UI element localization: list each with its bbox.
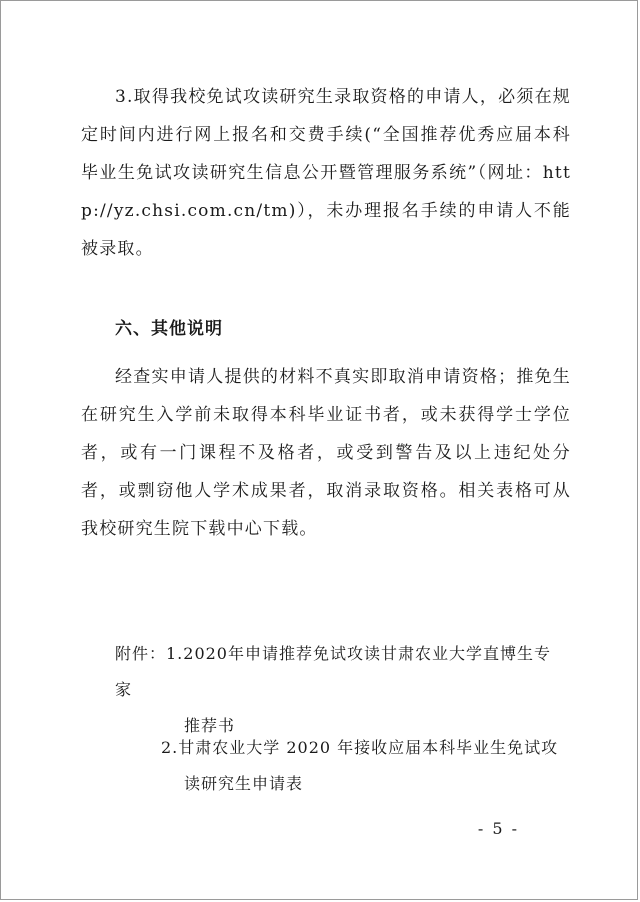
attachment-item-1-line2: 推荐书 [184,716,236,735]
attachment-item-1 [115,636,565,744]
attachment-item-2-line1: 2.甘肃农业大学 2020 年接收应届本科毕业生免试攻 [161,738,559,757]
attachment-item-2 [161,730,561,802]
paragraph-other-notes: 经查实申请人提供的材料不真实即取消申请资格；推免生在研究生入学前未取得本科毕业证书者，或未获得学士学位者，或有一门课程不及格者，或受到警告及以上违纪处分者，或剽窃他人学术成果者，取消录取资格。相关表格可从我校研究生院下载中心下载。 [81,367,571,539]
section-heading-other-notes: 六、其他说明 [115,319,223,339]
page-number: - 5 - [477,819,519,838]
attachment-item-1-line1: 附件：1.2020年申请推荐免试攻读甘肃农业大学直博生专家 [115,644,551,699]
attachment-item-2-line2: 读研究生申请表 [184,774,304,793]
paragraph-registration-requirement: 3.取得我校免试攻读研究生录取资格的申请人，必须在规定时间内进行网上报名和交费手续(“全国推荐优秀应届本科毕业生免试攻读研究生信息公开暨管理服务系统”（网址：http://yz.chsi.com.cn/tm)），未办理报名手续的申请人不能被录取。 [81,87,571,259]
